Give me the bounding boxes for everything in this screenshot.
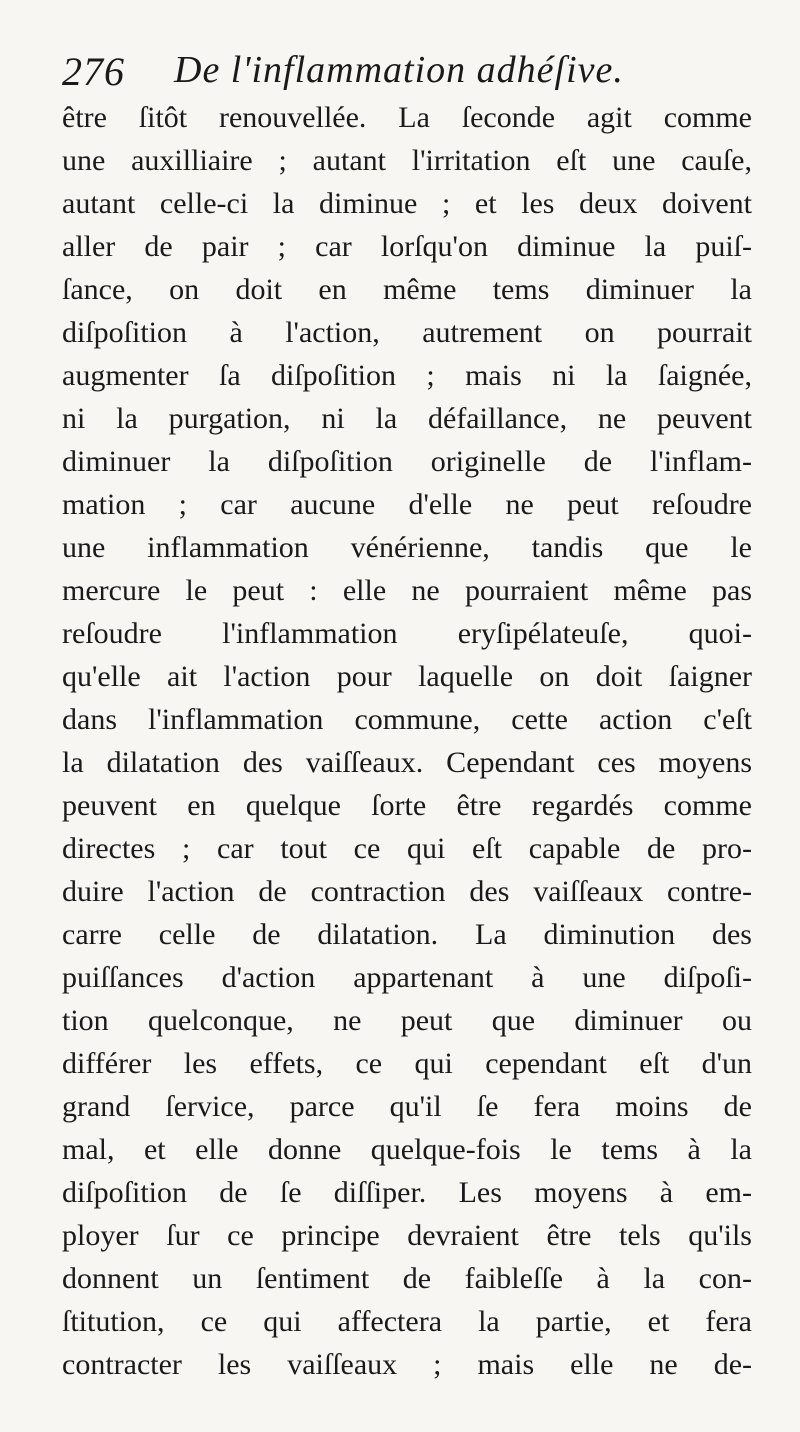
text-line: grand ſervice, parce qu'il ſe fera moins de: [62, 1090, 752, 1123]
text-line: dans l'inflammation commune, cette action c'eſt: [62, 703, 752, 736]
text-line: être ſitôt renouvellée. La ſeconde agit comme: [62, 101, 752, 134]
running-title: De l'inflammation adhéſive.: [174, 49, 624, 91]
text-line: peuvent en quelque ſorte être regardés comme: [62, 789, 752, 822]
text-line: ployer ſur ce principe devraient être tels qu'ils: [62, 1219, 752, 1252]
text-line: tion quelconque, ne peut que diminuer ou: [62, 1004, 752, 1037]
text-line: reſoudre l'inflammation eryſipélateuſe, quoi-: [62, 617, 752, 650]
text-line: une auxilliaire ; autant l'irritation eſt une cauſe,: [62, 144, 752, 177]
text-line: une inflammation vénérienne, tandis que le: [62, 531, 752, 564]
text-line: diſpoſition à l'action, autrement on pourrait: [62, 316, 752, 349]
page-number: 276: [62, 49, 125, 94]
text-line: contracter les vaiſſeaux ; mais elle ne de-: [62, 1348, 752, 1381]
text-line: qu'elle ait l'action pour laquelle on doit ſaigner: [62, 660, 752, 693]
text-line: mal, et elle donne quelque-fois le tems à la: [62, 1133, 752, 1166]
text-line: mation ; car aucune d'elle ne peut reſoudre: [62, 488, 752, 521]
text-line: ni la purgation, ni la défaillance, ne peuvent: [62, 402, 752, 435]
text-line: ſance, on doit en même tems diminuer la: [62, 273, 752, 306]
text-line: puiſſances d'action appartenant à une diſpoſi-: [62, 961, 752, 994]
text-line: ſtitution, ce qui affectera la partie, et fera: [62, 1305, 752, 1338]
text-line: diminuer la diſpoſition originelle de l'inflam-: [62, 445, 752, 478]
text-line: donnent un ſentiment de faibleſſe à la con-: [62, 1262, 752, 1295]
text-line: diſpoſition de ſe diſſiper. Les moyens à em-: [62, 1176, 752, 1209]
text-line: différer les effets, ce qui cependant eſt d'un: [62, 1047, 752, 1080]
text-line: augmenter ſa diſpoſition ; mais ni la ſaignée,: [62, 359, 752, 392]
page-header: [62, 44, 742, 94]
text-line: autant celle-ci la diminue ; et les deux doivent: [62, 187, 752, 220]
text-line: directes ; car tout ce qui eſt capable de pro-: [62, 832, 752, 865]
text-line: carre celle de dilatation. La diminution des: [62, 918, 752, 951]
text-line: mercure le peut : elle ne pourraient même pas: [62, 574, 752, 607]
text-line: duire l'action de contraction des vaiſſeaux contre-: [62, 875, 752, 908]
text-line: la dilatation des vaiſſeaux. Cependant ces moyens: [62, 746, 752, 779]
body-text: [62, 96, 752, 1386]
text-line: aller de pair ; car lorſqu'on diminue la puiſ-: [62, 230, 752, 263]
